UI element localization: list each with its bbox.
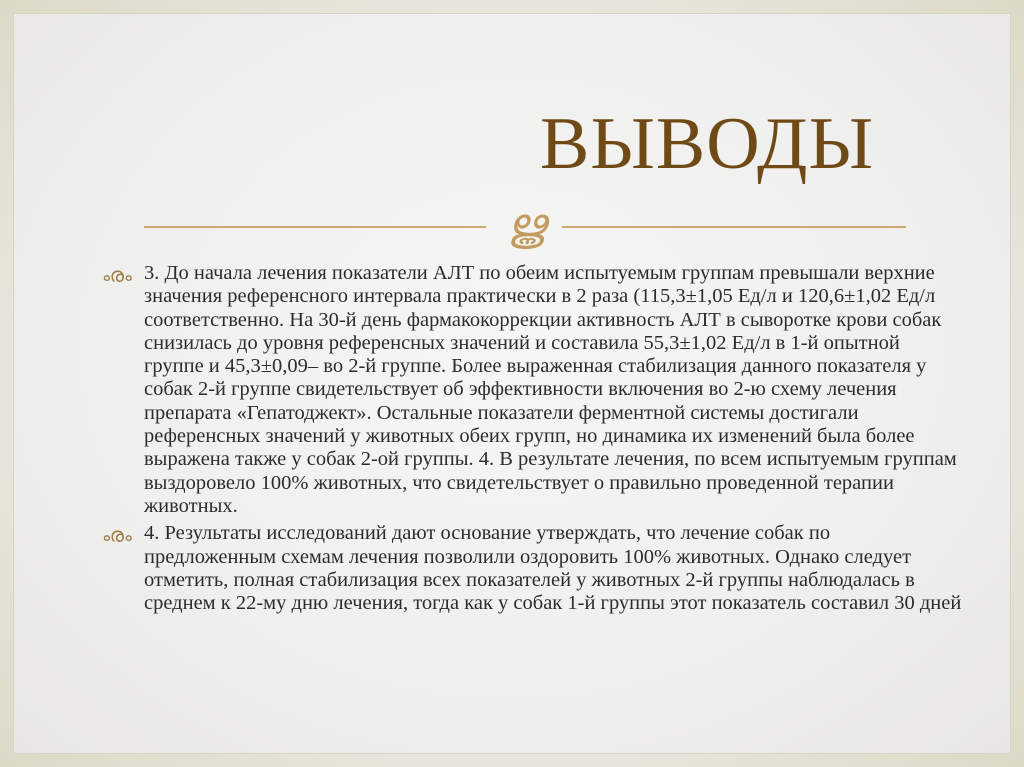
bullet-list [102,262,962,619]
bullet-text: 3. До начала лечения показатели АЛТ по обеим испытуемым группам превышали верхние значения референсного интервала практически в 2 раза (115,3±1,05 Ед/л и 120,6±1,02 Ед/л соответственно. На 30-й день фармакокоррекции активность АЛТ в сыворотке крови собак снизилась до уровня референсных значений и составила 55,3±1,02 Ед/л в 1-й опытной группе и 45,3±0,09– во 2-й группе. Более выраженная стабилизация данного показателя у собак 2-й группе свидетельствует об эффективности включения во 2-ю схему лечения препарата «Гепатоджект». Остальные показатели ферментной системы достигали референсных значений у животных обеих групп, но динамика их изменений была более выражена также у собак 2-ой группы. 4. В результате лечения, по всем испытуемым группам выздоровело 100% животных, что свидетельствует о правильно проведенной терапии животных. [144,262,957,517]
list-item [102,262,962,518]
bullet-icon: ൟ [102,265,132,287]
ornament-icon: ൠ [506,200,546,249]
title-divider-left [144,226,486,228]
slide: ВЫВОДЫ ൠ ൟ 3. До начала лечения показатели АЛТ по обеим испытуемым группам превышали верхние значения референсного интервала практически в 2 раза (115,3±1,05 Ед/л и 120,6±1,02 Ед/л соответственно. На 30-й день фармакокоррекции активность АЛТ в сыворотке крови собак снизилась до уровня референсных значений и составила 55,3±1,02 Ед/л в 1-й опытной группе и 45,3±0,09– во 2-й группе. Более выраженная стабилизация данного показателя у собак 2-й группе свидетельствует об эффективности включения во 2-ю схему лечения препарата «Гепатоджект». Остальные показатели ферментной системы достигали референсных значений у животных обеих групп, но динамика их изменений была более выражена также у собак 2-ой группы. 4. В результате лечения, по всем испытуемым группам выздоровело 100% животных, что свидетельствует о правильно проведенной терапии животных. ൟ 4. Результаты исследований дают основание утверждать, что лечение собак по предложенным схемам лечения позволили оздоровить 100% животных. Однако следует отметить, полная стабилизация всех показателей у животных 2-й группы наблюдалась в среднем к 22-му дню лечения, тогда как у собак 1-й группы этот показатель составил 30 дней [14,14,1010,753]
bullet-icon: ൟ [102,525,132,548]
title-divider-right [562,226,906,228]
list-item [102,522,962,615]
bullet-text: 4. Результаты исследований дают основание утверждать, что лечение собак по предложенным схемам лечения позволили оздоровить 100% животных. Однако следует отметить, полная стабилизация всех показателей у животных 2-й группы наблюдалась в среднем к 22-му дню лечения, тогда как у собак 1-й группы этот показатель составил 30 дней [144,522,962,615]
